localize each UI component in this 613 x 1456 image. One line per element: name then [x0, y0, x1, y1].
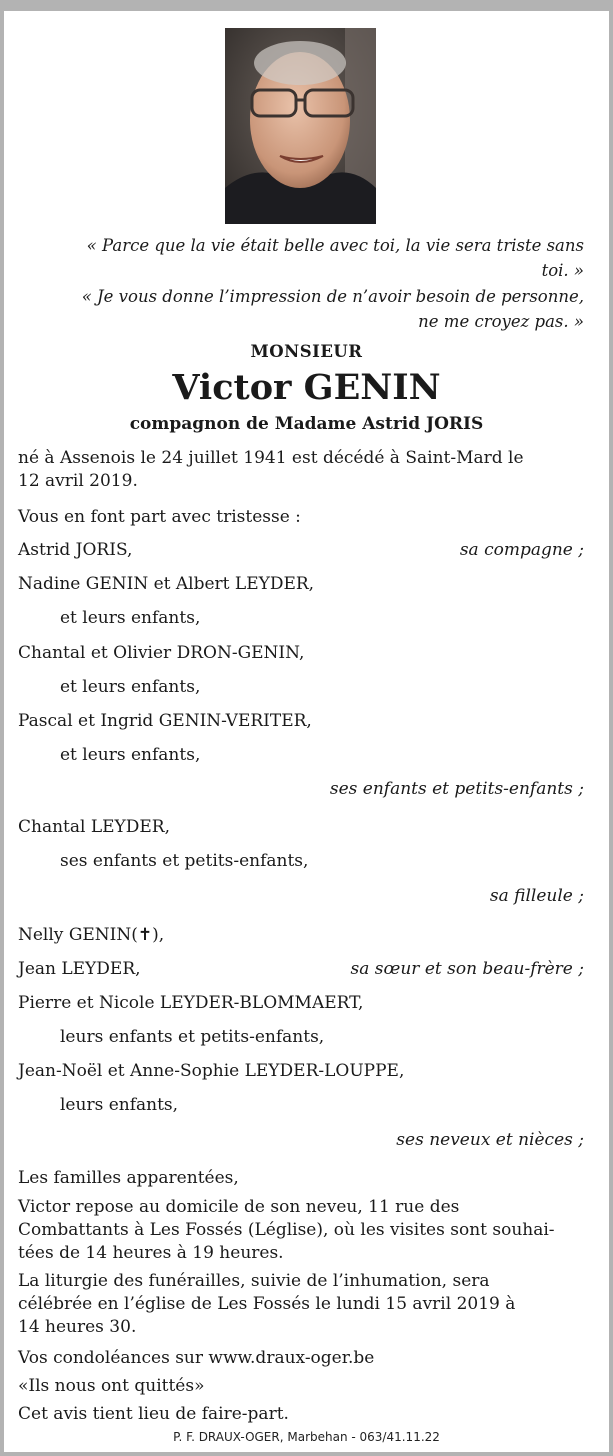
- family-chantal-dron: Chantal et Olivier DRON-GENIN,: [18, 643, 305, 663]
- notice-text: Cet avis tient lieu de faire-part.: [18, 1404, 289, 1424]
- role-goddaughter: sa filleule ;: [489, 886, 584, 906]
- family-pascal: Pascal et Ingrid GENIN-VERITER,: [18, 711, 312, 731]
- family-chantal-leyder-children: ses enfants et petits-enfants,: [60, 851, 309, 871]
- birth-line-1: né à Assenois le 24 juillet 1941 est décédé à Saint-Mard le: [18, 448, 524, 468]
- quote-1-line-2: toi. »: [541, 261, 584, 280]
- liturgy-line-1: La liturgie des funérailles, suivie de l’inhumation, sera: [18, 1271, 490, 1291]
- repose-line-2: Combattants à Les Fossés (Léglise), où les visites sont souhai-: [18, 1220, 555, 1240]
- repose-line-3: tées de 14 heures à 19 heures.: [18, 1243, 284, 1263]
- role-sister: sa sœur et son beau-frère ;: [350, 959, 584, 979]
- portrait-photo: [225, 28, 376, 224]
- closing-quote: «Ils nous ont quittés»: [18, 1376, 205, 1396]
- liturgy-line-3: 14 heures 30.: [18, 1317, 137, 1337]
- liturgy-line-2: célébrée en l’église de Les Fossés le lundi 15 avril 2019 à: [18, 1294, 516, 1314]
- family-pascal-children: et leurs enfants,: [60, 745, 201, 765]
- repose-line-1: Victor repose au domicile de son neveu, 11 rue des: [18, 1197, 460, 1217]
- family-pierre-children: leurs enfants et petits-enfants,: [60, 1027, 325, 1047]
- family-pierre: Pierre et Nicole LEYDER-BLOMMAERT,: [18, 993, 364, 1013]
- family-jean: Jean LEYDER,: [18, 959, 141, 979]
- role-nephews: ses neveux et nièces ;: [396, 1130, 584, 1150]
- family-chantal-children: et leurs enfants,: [60, 677, 201, 697]
- role-children: ses enfants et petits-enfants ;: [329, 779, 584, 799]
- quote-2-line-1: « Je vous donne l’impression de n’avoir besoin de personne,: [81, 287, 584, 306]
- quote-2-line-2: ne me croyez pas. »: [418, 312, 584, 331]
- condolences-link[interactable]: Vos condoléances sur www.draux-oger.be: [18, 1348, 375, 1368]
- family-nelly: Nelly GENIN(✝),: [18, 925, 165, 945]
- portrait-illustration: [225, 28, 376, 224]
- birth-line-2: 12 avril 2019.: [18, 471, 138, 491]
- related-families: Les familles apparentées,: [18, 1168, 239, 1188]
- family-chantal-leyder: Chantal LEYDER,: [18, 817, 171, 837]
- family-astrid: Astrid JORIS,: [18, 540, 133, 560]
- quote-1-line-1: « Parce que la vie était belle avec toi, la vie sera triste sans: [86, 236, 584, 255]
- intro-text: Vous en font part avec tristesse :: [18, 507, 301, 527]
- family-nadine-children: et leurs enfants,: [60, 608, 201, 628]
- family-jeannoel: Jean-Noël et Anne-Sophie LEYDER-LOUPPE,: [18, 1061, 405, 1081]
- family-jeannoel-children: leurs enfants,: [60, 1095, 179, 1115]
- deceased-name: Victor GENIN: [172, 367, 441, 408]
- companion-line: compagnon de Madame Astrid JORIS: [129, 414, 484, 434]
- role-companion: sa compagne ;: [459, 540, 584, 560]
- funeral-home-footer: P. F. DRAUX-OGER, Marbehan - 063/41.11.22: [173, 1430, 440, 1444]
- honorific: MONSIEUR: [250, 342, 363, 361]
- family-nadine: Nadine GENIN et Albert LEYDER,: [18, 574, 315, 594]
